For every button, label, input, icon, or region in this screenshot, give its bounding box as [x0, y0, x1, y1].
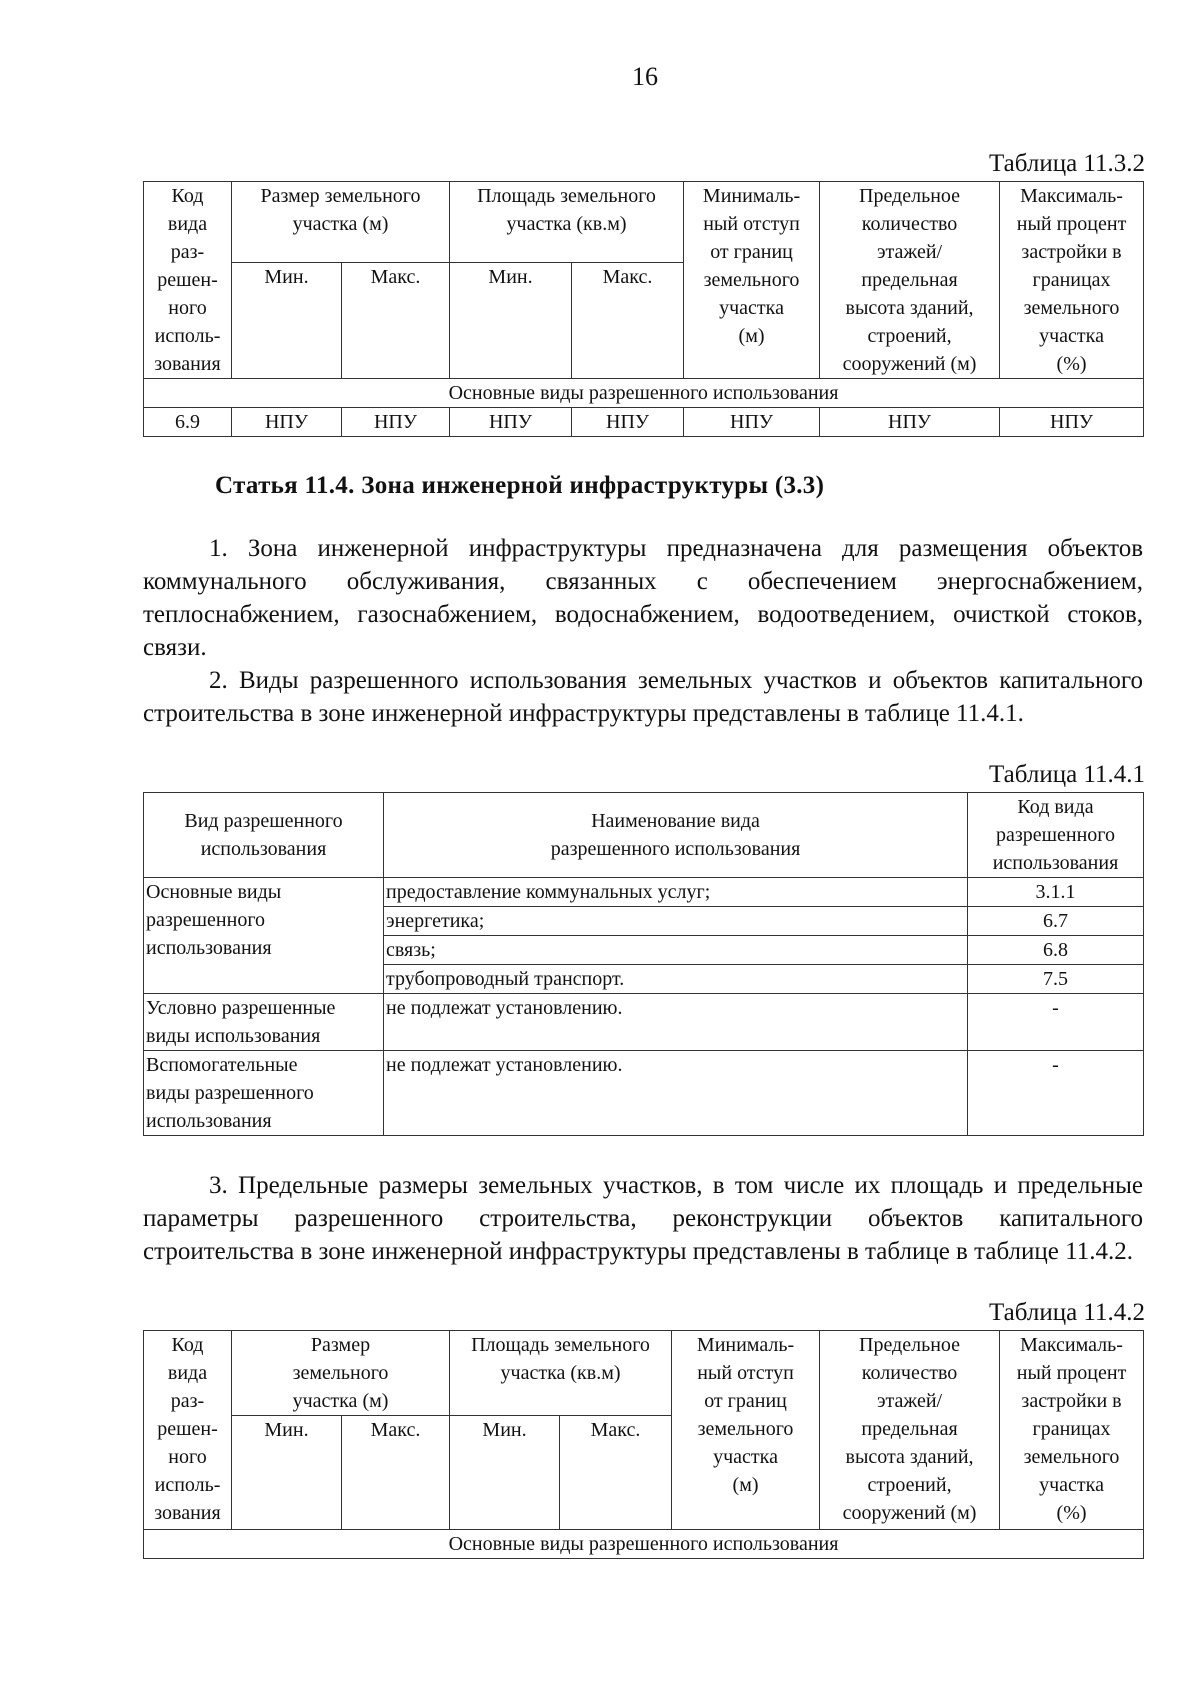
section-row: Основные виды разрешенного использования: [144, 1530, 1144, 1559]
header-code: Код вида раз- решен- ного исполь- зования: [144, 1331, 232, 1530]
use-code: 6.7: [968, 907, 1144, 936]
header-max-percent: Максималь- ный процент застройки в границах земельного участка (%): [1000, 1331, 1144, 1530]
table-11-3-2: [143, 181, 1144, 437]
use-name: связь;: [384, 936, 968, 965]
header-size-max: Макс.: [342, 263, 450, 379]
header-size-min: Мин.: [232, 1416, 342, 1530]
header-code: Код вида разрешенного использования: [968, 793, 1144, 878]
use-code: -: [968, 994, 1144, 1051]
header-area-min: Мин.: [450, 1416, 560, 1530]
use-code: 7.5: [968, 965, 1144, 994]
header-name: Наименование вида разрешенного использования: [384, 793, 968, 878]
table-11-4-2-caption: Таблица 11.4.2: [989, 1299, 1145, 1326]
use-code: 6.8: [968, 936, 1144, 965]
use-name: трубопроводный транспорт.: [384, 965, 968, 994]
use-name: не подлежат установлению.: [384, 1051, 968, 1136]
cell-code: 6.9: [144, 408, 232, 437]
header-plot-size: Размер земельного участка (м): [232, 1331, 450, 1416]
cell-area-min: НПУ: [450, 408, 572, 437]
group-label-main: Основные виды разрешенного использования: [144, 878, 384, 994]
use-name: предоставление коммунальных услуг;: [384, 878, 968, 907]
use-name: не подлежат установлению.: [384, 994, 968, 1051]
table-11-3-2-caption: Таблица 11.3.2: [989, 150, 1145, 177]
page-number: 16: [632, 62, 658, 91]
paragraph-3: 3. Предельные размеры земельных участков, в том числе их площадь и предельные параметры разрешенного строительства, реконструкции объектов капитального строительства в зоне инженерной инфраструктуры представлены в таблице в таблице 11.4.2.: [143, 1172, 1143, 1265]
header-size-min: Мин.: [232, 263, 342, 379]
header-min-offset: Минималь- ный отступ от границ земельного участка (м): [684, 182, 820, 379]
table-11-4-1-caption: Таблица 11.4.1: [989, 761, 1145, 788]
header-max-percent: Максималь- ный процент застройки в границах земельного участка (%): [1000, 182, 1144, 379]
cell-min-offset: НПУ: [684, 408, 820, 437]
header-min-offset: Минималь- ный отступ от границ земельного участка (м): [672, 1331, 820, 1530]
cell-size-min: НПУ: [232, 408, 342, 437]
header-area-max: Макс.: [560, 1416, 672, 1530]
group-label-auxiliary: Вспомогательные виды разрешенного использования: [144, 1051, 384, 1136]
cell-percent: НПУ: [1000, 408, 1144, 437]
cell-size-max: НПУ: [342, 408, 450, 437]
header-area-max: Макс.: [572, 263, 684, 379]
header-size-max: Макс.: [342, 1416, 450, 1530]
header-area-min: Мин.: [450, 263, 572, 379]
paragraph-2: 2. Виды разрешенного использования земельных участков и объектов капитального строительства в зоне инженерной инфраструктуры представлены в таблице 11.4.1.: [143, 667, 1143, 727]
header-floors-height: Предельное количество этажей/ предельная высота зданий, строений, сооружений (м): [820, 1331, 1000, 1530]
use-name: энергетика;: [384, 907, 968, 936]
paragraph-1: 1. Зона инженерной инфраструктуры предназначена для размещения объектов коммунального обслуживания, связанных с обеспечением энергоснабжением, теплоснабжением, газоснабжением, водоснабжением, водоотведением, очисткой стоков, связи.: [143, 535, 1143, 661]
header-kind: Вид разрешенного использования: [144, 793, 384, 878]
header-plot-area: Площадь земельного участка (кв.м): [450, 1331, 672, 1416]
use-code: 3.1.1: [968, 878, 1144, 907]
cell-floors: НПУ: [820, 408, 1000, 437]
use-code: -: [968, 1051, 1144, 1136]
header-plot-area: Площадь земельного участка (кв.м): [450, 182, 684, 263]
header-plot-size: Размер земельного участка (м): [232, 182, 450, 263]
header-code: Код вида раз- решен- ного исполь- зования: [144, 182, 232, 379]
table-11-4-1: [143, 792, 1144, 1136]
group-label-conditional: Условно разрешенные виды использования: [144, 994, 384, 1051]
header-floors-height: Предельное количество этажей/ предельная высота зданий, строений, сооружений (м): [820, 182, 1000, 379]
section-row: Основные виды разрешенного использования: [144, 379, 1144, 408]
cell-area-max: НПУ: [572, 408, 684, 437]
table-11-4-2: [143, 1330, 1144, 1559]
article-title: Статья 11.4. Зона инженерной инфраструктуры (3.3): [215, 472, 825, 499]
